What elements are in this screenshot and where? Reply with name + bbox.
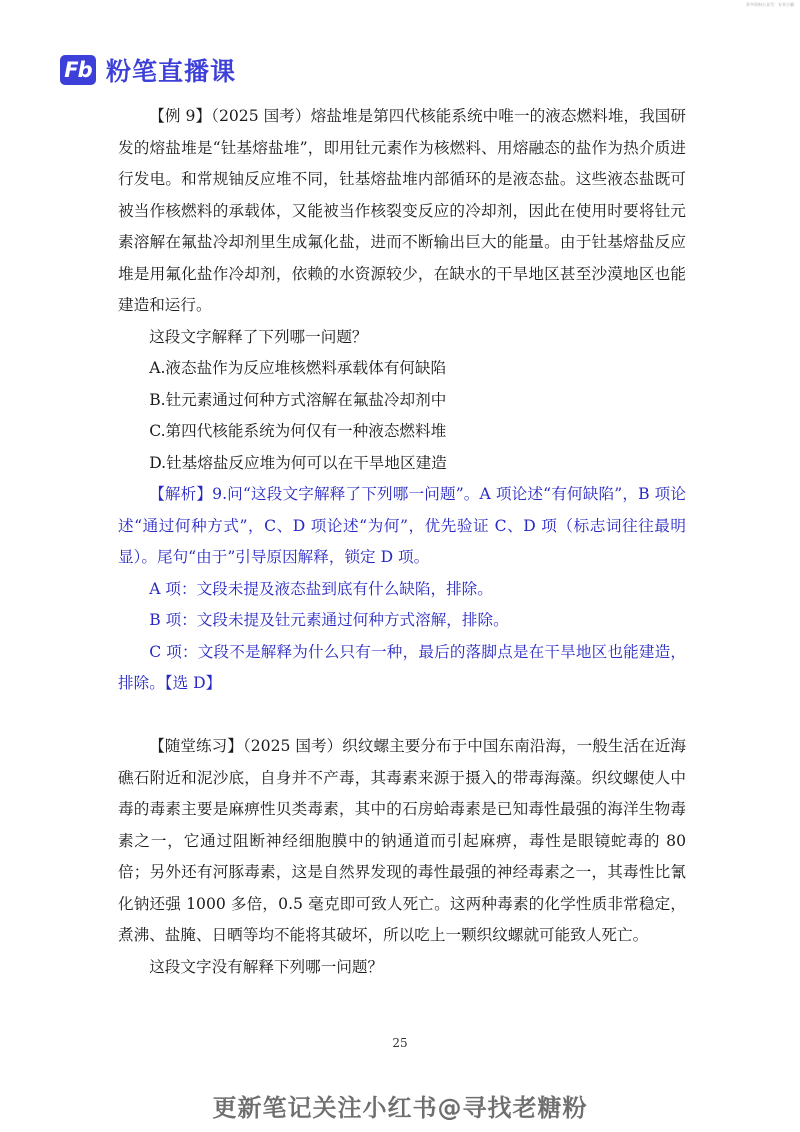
practice-prompt: 这段文字没有解释下列哪一问题？ (149, 957, 384, 976)
example-question: 【例 9】（2025 国考）熔盐堆是第四代核能系统中唯一的液态燃料堆，我国研发的熔盐堆是“钍基熔盐堆”，即用钍元素作为核燃料、用熔融态的盐作为热介质进行发电。和常规铀反应堆不同，钍基熔盐堆内部循环的是液态盐。这些液态盐既可被当作核燃料的承载体，又能被当作核裂变反应的冷却剂，因此在使用时要将钍元素溶解在氟盐冷却剂里生成氟化盐，进而不断输出巨大的能量。由于钍基熔盐反应堆是用氟化盐作冷却剂，依赖的水资源较少，在缺水的干旱地区甚至沙漠地区也能建造和运行。 (118, 107, 686, 314)
fb-logo-icon: Fb (60, 55, 96, 85)
analysis-b: B 项：文段未提及钍元素通过何种方式溶解，排除。 (149, 611, 509, 629)
practice-question: 【随堂练习】（2025 国考）织纹螺主要分布于中国东南沿海，一般生活在近海礁石附近和泥沙底，自身并不产毒，其毒素来源于摄入的带毒海藻。织纹螺使人中毒的毒素主要是麻痹性贝类毒素，其中的石房蛤毒素是已知毒性最强的海洋生物毒素之一，它通过阻断神经细胞膜中的钠通道而引起麻痹，毒性是眼镜蛇毒的 80 倍；另外还有河豚毒素，这是自然界发现的毒性最强的神经毒素之一，其毒性比氰化钠还强 1000 多倍，0.5 毫克即可致人死亡。这两种毒素的化学性质非常稳定，煮沸、盐腌、日晒等均不能将其破坏，所以吃上一颗织纹螺就可能致人死亡。 (118, 737, 686, 944)
brand-logo (60, 52, 236, 88)
page-content (118, 101, 686, 983)
example-prompt: 这段文字解释了下列哪一问题？ (149, 327, 368, 346)
page-number: 25 (392, 1036, 408, 1050)
option-d: D.钍基熔盐反应堆为何可以在干旱地区建造 (149, 453, 447, 472)
brand-name: 粉笔直播课 (106, 57, 237, 86)
top-note: 更多资料公众号：专业小猫 (746, 2, 794, 7)
option-c: C.第四代核能系统为何仅有一种液态燃料堆 (149, 422, 447, 440)
section-gap (118, 700, 686, 732)
option-b: B.钍元素通过何种方式溶解在氟盐冷却剂中 (149, 390, 447, 409)
analysis-c: C 项：文段不是解释为什么只有一种，最后的落脚点是在干旱地区也能建造，排除。【选 D】 (118, 642, 686, 692)
analysis-main: 【解析】9.问“这段文字解释了下列哪一问题”。A 项论述“有何缺陷”，B 项论述“通过何种方式”，C、D 项论述“为何”，优先验证 C、D 项（标志词往往最明显）。尾句“由于”引导原因解释，锁定 D 项。 (118, 485, 686, 566)
footer-banner: 更新笔记关注小红书@寻找老糖粉 (212, 1094, 588, 1122)
analysis-a: A 项：文段未提及液态盐到底有什么缺陷，排除。 (149, 579, 493, 598)
option-a: A.液态盐作为反应堆核燃料承载体有何缺陷 (149, 359, 447, 377)
